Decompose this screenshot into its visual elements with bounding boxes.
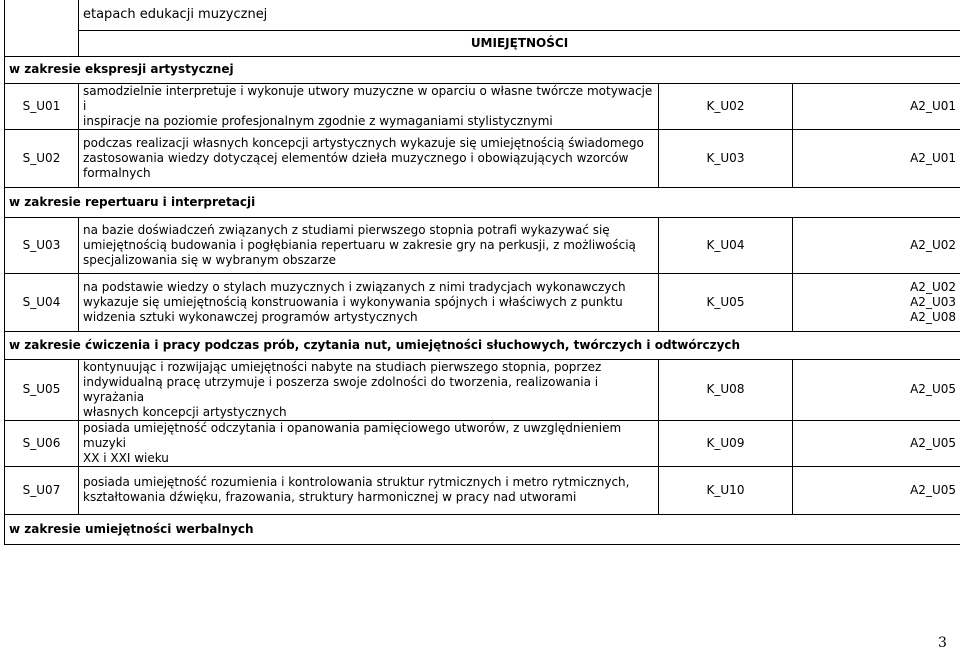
outcome-description	[79, 273, 659, 331]
a-code-line: A2_U05	[910, 382, 956, 396]
description-line: widzenia sztuki wykonawczej programów artystycznych	[83, 309, 418, 324]
k-code: K_U10	[659, 466, 793, 514]
a-code-line: A2_U08	[910, 309, 956, 324]
k-code: K_U02	[659, 83, 793, 129]
description-line: specjalizowania się w wybranym obszarze	[83, 252, 337, 267]
empty-cell	[5, 30, 79, 56]
a-code-line: A2_U05	[910, 482, 956, 497]
description-line: własnych koncepcji artystycznych	[83, 404, 287, 419]
a-code-line: A2_U01	[910, 150, 956, 165]
description-line: zastosowania wiedzy dotyczącej elementów dzieła muzycznego i obowiązujących wzorców	[83, 150, 629, 165]
description-line: podczas realizacji własnych koncepcji artystycznych wykazuje się umiejętnością świadomego	[83, 135, 644, 150]
outcome-description	[79, 466, 659, 514]
outcome-code: S_U05	[5, 359, 79, 420]
section-repertuar: w zakresie repertuaru i interpretacji	[5, 187, 960, 217]
a-code-line: A2_U05	[910, 435, 956, 450]
outcome-code: S_U04	[5, 273, 79, 331]
description-line: indywidualną pracę utrzymuje i poszerza swoje zdolności do tworzenia, realizowania i wyrażania	[83, 374, 599, 404]
description-line: umiejętnością budowania i pogłębiania repertuaru w zakresie gry na perkusji, z możliwością	[83, 237, 636, 252]
description-line: inspiracje na poziomie profesjonalnym zgodnie z wymaganiami stylistycznymi	[83, 113, 553, 128]
description-line: posiada umiejętność odczytania i opanowania pamięciowego utworów, z uwzględnieniem muzyki	[83, 420, 622, 450]
page-number: 3	[938, 635, 947, 651]
outcome-description	[79, 217, 659, 273]
a-code	[793, 359, 960, 420]
top-text: etapach edukacji muzycznej	[79, 0, 960, 30]
description-line: formalnych	[83, 165, 151, 180]
description-line: na podstawie wiedzy o stylach muzycznych i związanych z nimi tradycjach wykonawczych	[83, 279, 626, 294]
description-line: samodzielnie interpretuje i wykonuje utwory muzyczne w oparciu o własne twórcze motywacje i	[83, 83, 653, 113]
outcome-code: S_U02	[5, 129, 79, 187]
description-line: wykazuje się umiejętnością konstruowania i wykonywania spójnych i właściwych z punktu	[83, 294, 623, 309]
k-code: K_U03	[659, 129, 793, 187]
learning-outcomes-table	[4, 0, 960, 545]
outcome-code: S_U06	[5, 420, 79, 466]
section-ekspresja: w zakresie ekspresji artystycznej	[5, 56, 960, 83]
empty-cell	[5, 0, 79, 30]
description-line: posiada umiejętność rozumienia i kontrolowania struktur rytmicznych i metro rytmicznych,	[83, 475, 630, 489]
a-code	[793, 420, 960, 466]
a-code-line: A2_U03	[910, 294, 956, 309]
outcome-description	[79, 83, 659, 129]
outcome-code: S_U07	[5, 466, 79, 514]
a-code	[793, 129, 960, 187]
section-werbalne: w zakresie umiejętności werbalnych	[5, 514, 960, 544]
outcome-description	[79, 129, 659, 187]
a-code-line: A2_U02	[910, 279, 956, 294]
outcome-description	[79, 359, 659, 420]
description-line: XX i XXI wieku	[83, 450, 169, 465]
a-code	[793, 273, 960, 331]
description-line: kontynuując i rozwijając umiejętności nabyte na studiach pierwszego stopnia, poprzez	[83, 359, 602, 374]
outcome-description	[79, 420, 659, 466]
a-code-line: A2_U02	[910, 237, 956, 252]
k-code: K_U08	[659, 359, 793, 420]
description-line: na bazie doświadczeń związanych z studiami pierwszego stopnia potrafi wykazywać się	[83, 222, 610, 237]
section-cwiczenia: w zakresie ćwiczenia i pracy podczas prób, czytania nut, umiejętności słuchowych, twórczych i odtwórczych	[5, 331, 960, 359]
k-code: K_U05	[659, 273, 793, 331]
outcome-code: S_U01	[5, 83, 79, 129]
a-code	[793, 466, 960, 514]
description-line: kształtowania dźwięku, frazowania, struktury harmonicznej w pracy nad utworami	[83, 490, 577, 504]
k-code: K_U04	[659, 217, 793, 273]
a-code	[793, 83, 960, 129]
k-code: K_U09	[659, 420, 793, 466]
a-code-line: A2_U01	[910, 98, 956, 113]
outcome-code: S_U03	[5, 217, 79, 273]
section-heading: UMIEJĘTNOŚCI	[79, 30, 960, 56]
a-code	[793, 217, 960, 273]
